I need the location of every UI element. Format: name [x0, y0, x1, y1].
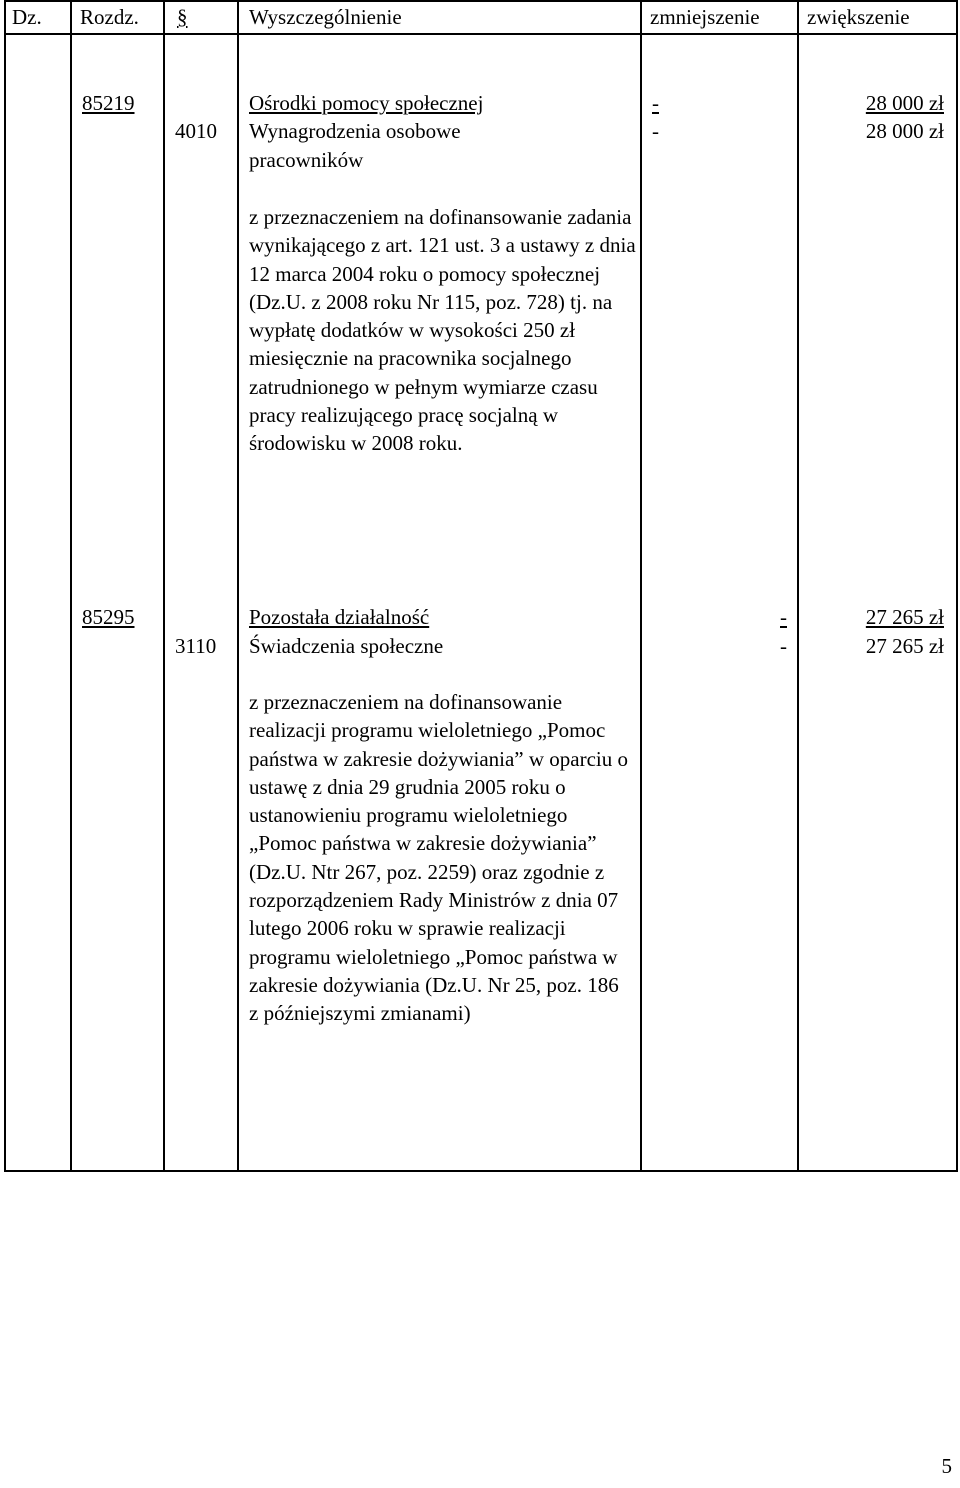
col-divider-6 — [956, 0, 958, 1172]
col-divider-3 — [237, 0, 239, 1172]
row2-rozdz: 85295 — [82, 605, 135, 629]
row1-increase-top: 28 000 zł — [865, 91, 944, 115]
header-decrease: zmniejszenie — [650, 5, 760, 29]
header-dz: Dz. — [12, 5, 42, 29]
header-rozdz: Rozdz. — [80, 5, 139, 29]
col-divider-0 — [4, 0, 6, 1172]
col-divider-5 — [797, 0, 799, 1172]
header-bottom-border — [4, 33, 958, 35]
header-increase: zwiększenie — [807, 5, 910, 29]
row2-title: Pozostała działalność — [249, 605, 430, 629]
row1-note: z przeznaczeniem na dofinansowanie zadania wynikającego z art. 121 ust. 3 a ustawy z dnia 12 marca 2004 roku o pomocy społecznej (Dz.U. z 2008 roku Nr 115, poz. 728) tj. na wypłatę dodatków w wysokości 250 zł miesięcznie na pracownika socjalnego zatrudnionego w pełnym wymiarze czasu pracy realizującego pracę socjalną w środowisku w 2008 roku. — [249, 205, 636, 456]
col-divider-4 — [640, 0, 642, 1172]
row1-subtitle-line1: Wynagrodzenia osobowe — [249, 119, 461, 143]
row1-decrease-bottom: - — [652, 119, 659, 143]
row1-increase-bottom: 28 000 zł — [865, 119, 944, 143]
table-bottom-border — [4, 1170, 958, 1172]
row1-paragraph: 4010 — [175, 119, 217, 143]
row2-decrease-bottom: - — [780, 634, 787, 658]
row1-title: Ośrodki pomocy społecznej — [249, 91, 484, 115]
row1-subtitle-line2: pracowników — [249, 148, 364, 172]
header-description: Wyszczególnienie — [249, 5, 402, 29]
page-number: 5 — [941, 1454, 952, 1478]
row2-subtitle: Świadczenia społeczne — [249, 634, 444, 658]
header-paragraph: § — [177, 5, 188, 29]
row2-decrease-top: - — [780, 605, 787, 629]
row2-increase-bottom: 27 265 zł — [865, 634, 944, 658]
row2-note: z przeznaczeniem na dofinansowanie realizacji programu wieloletniego „Pomoc państwa w zakresie dożywiania” w oparciu o ustawę z dnia 29 grudnia 2005 roku o ustanowieniu programu wieloletniego „Pomoc państwa w zakresie dożywiania” (Dz.U. Ntr 267, poz. 2259) oraz zgodnie z rozporządzeniem Rady Ministrów z dnia 07 lutego 2006 roku w sprawie realizacji programu wieloletniego „Pomoc państwa w zakresie dożywiania (Dz.U. Nr 25, poz. 186 z późniejszymi zmianami) — [249, 690, 629, 1026]
row2-paragraph: 3110 — [175, 634, 217, 658]
row1-rozdz: 85219 — [82, 91, 135, 115]
col-divider-1 — [70, 0, 72, 1172]
row2-increase-top: 27 265 zł — [865, 605, 944, 629]
col-divider-2 — [163, 0, 165, 1172]
row1-decrease-top: - — [652, 91, 659, 115]
